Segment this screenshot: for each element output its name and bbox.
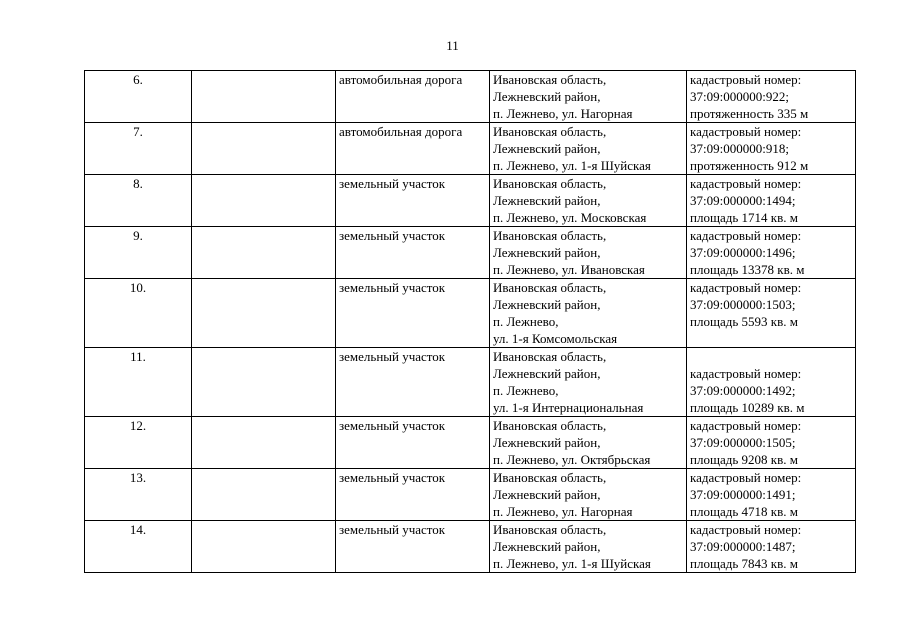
table-row bbox=[85, 469, 856, 521]
object-type: земельный участок bbox=[336, 175, 490, 227]
row-number: 10. bbox=[85, 279, 192, 348]
object-type: автомобильная дорога bbox=[336, 71, 490, 123]
object-name-cell bbox=[192, 175, 336, 227]
object-details: кадастровый номер: 37:09:000000:918; протяженность 912 м bbox=[687, 123, 856, 175]
object-name-cell bbox=[192, 417, 336, 469]
object-address: Ивановская область, Лежневский район, п. Лежнево, ул. 1-я Шуйская bbox=[490, 521, 687, 573]
object-type: земельный участок bbox=[336, 227, 490, 279]
object-address: Ивановская область, Лежневский район, п. Лежнево, ул. Нагорная bbox=[490, 469, 687, 521]
table-row bbox=[85, 521, 856, 573]
object-name-cell bbox=[192, 348, 336, 417]
object-details: кадастровый номер: 37:09:000000:1487; площадь 7843 кв. м bbox=[687, 521, 856, 573]
object-type: земельный участок bbox=[336, 279, 490, 348]
object-details: кадастровый номер: 37:09:000000:922; протяженность 335 м bbox=[687, 71, 856, 123]
table-row bbox=[85, 123, 856, 175]
row-number: 14. bbox=[85, 521, 192, 573]
object-details: кадастровый номер: 37:09:000000:1494; площадь 1714 кв. м bbox=[687, 175, 856, 227]
table-row bbox=[85, 227, 856, 279]
object-name-cell bbox=[192, 279, 336, 348]
object-address: Ивановская область, Лежневский район, п. Лежнево, ул. 1-я Интернациональная bbox=[490, 348, 687, 417]
object-name-cell bbox=[192, 123, 336, 175]
object-type: земельный участок bbox=[336, 417, 490, 469]
object-type: земельный участок bbox=[336, 348, 490, 417]
object-details: кадастровый номер: 37:09:000000:1505; площадь 9208 кв. м bbox=[687, 417, 856, 469]
object-name-cell bbox=[192, 521, 336, 573]
row-number: 8. bbox=[85, 175, 192, 227]
object-address: Ивановская область, Лежневский район, п. Лежнево, ул. Московская bbox=[490, 175, 687, 227]
object-address: Ивановская область, Лежневский район, п. Лежнево, ул. Ивановская bbox=[490, 227, 687, 279]
row-number: 13. bbox=[85, 469, 192, 521]
row-number: 11. bbox=[85, 348, 192, 417]
property-table bbox=[84, 70, 856, 573]
object-address: Ивановская область, Лежневский район, п. Лежнево, ул. Нагорная bbox=[490, 71, 687, 123]
object-address: Ивановская область, Лежневский район, п. Лежнево, ул. 1-я Комсомольская bbox=[490, 279, 687, 348]
object-address: Ивановская область, Лежневский район, п. Лежнево, ул. Октябрьская bbox=[490, 417, 687, 469]
object-name-cell bbox=[192, 227, 336, 279]
object-details: кадастровый номер: 37:09:000000:1492; площадь 10289 кв. м bbox=[687, 348, 856, 417]
page-number: 11 bbox=[446, 38, 459, 53]
object-details: кадастровый номер: 37:09:000000:1491; площадь 4718 кв. м bbox=[687, 469, 856, 521]
table-row bbox=[85, 348, 856, 417]
table-row bbox=[85, 279, 856, 348]
object-address: Ивановская область, Лежневский район, п. Лежнево, ул. 1-я Шуйская bbox=[490, 123, 687, 175]
object-name-cell bbox=[192, 469, 336, 521]
object-details: кадастровый номер: 37:09:000000:1496; площадь 13378 кв. м bbox=[687, 227, 856, 279]
row-number: 9. bbox=[85, 227, 192, 279]
object-details: кадастровый номер: 37:09:000000:1503; площадь 5593 кв. м bbox=[687, 279, 856, 348]
row-number: 6. bbox=[85, 71, 192, 123]
row-number: 12. bbox=[85, 417, 192, 469]
table-row bbox=[85, 175, 856, 227]
object-type: земельный участок bbox=[336, 521, 490, 573]
table-row bbox=[85, 71, 856, 123]
table-row bbox=[85, 417, 856, 469]
object-type: автомобильная дорога bbox=[336, 123, 490, 175]
object-type: земельный участок bbox=[336, 469, 490, 521]
object-name-cell bbox=[192, 71, 336, 123]
row-number: 7. bbox=[85, 123, 192, 175]
